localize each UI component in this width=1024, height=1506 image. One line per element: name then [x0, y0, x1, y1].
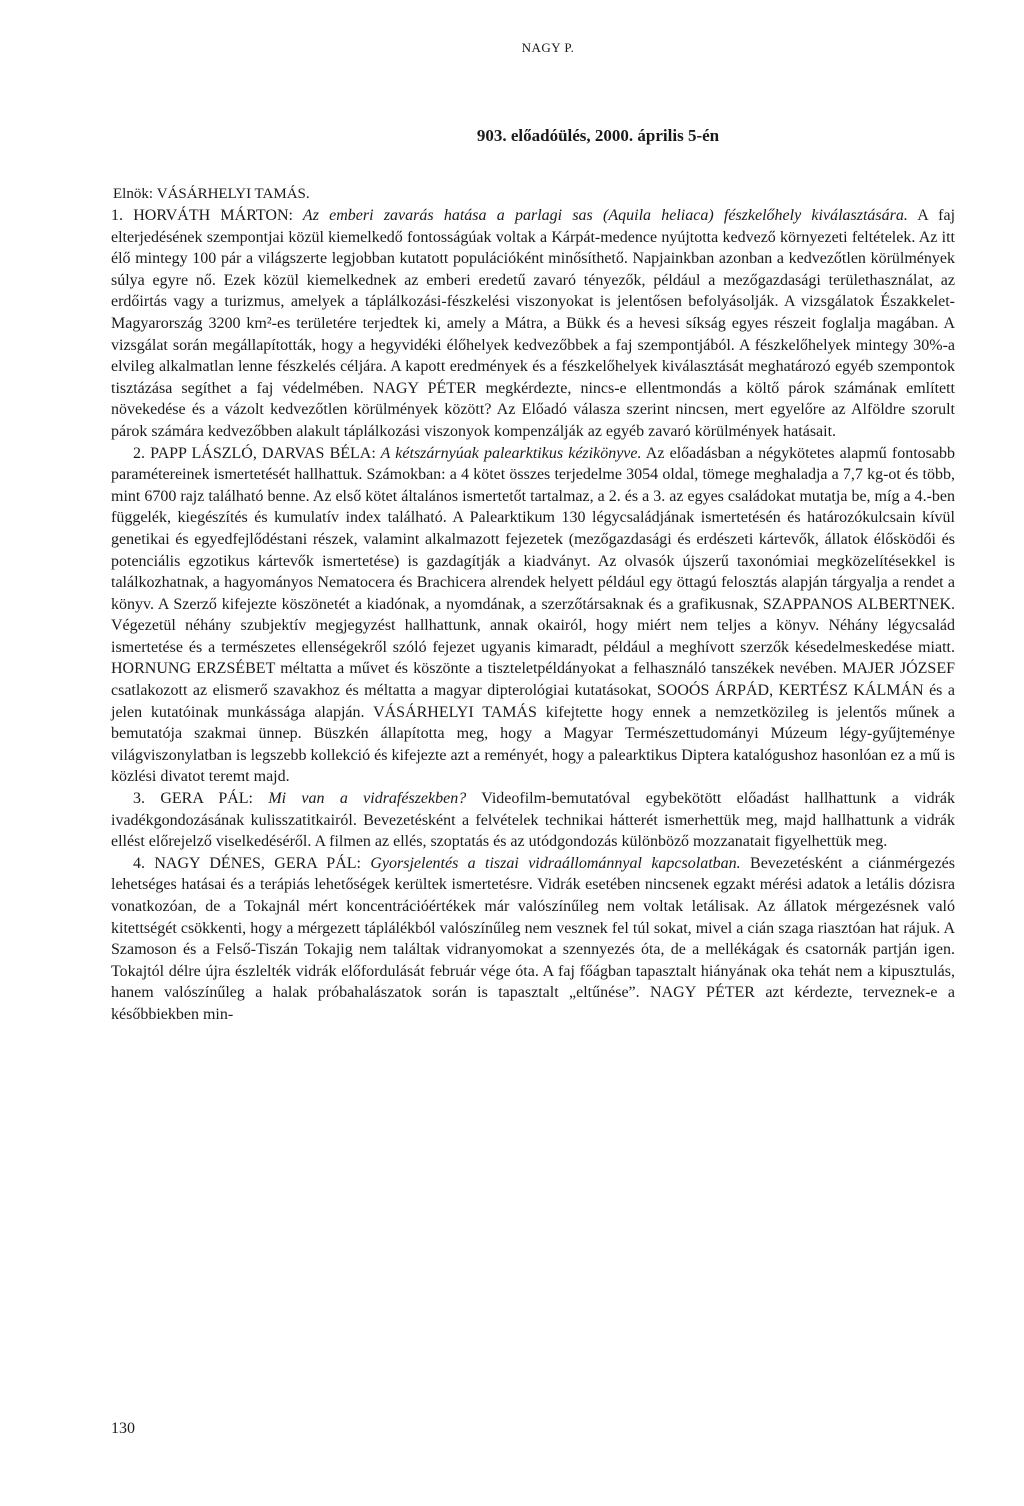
lecture-authors: GERA PÁL:: [160, 790, 253, 808]
chair-name: VÁSÁRHELYI TAMÁS.: [156, 186, 310, 202]
lecture-text: Az előadásban a négykötetes alapmű fontosabb paramétereinek ismertetését hallhattuk. Számokban: a 4 kötet összes terjedelme 3054 oldal, tömege meghaladja a 7,7 kg-ot és több, mint 6700 rajz található benne. Az első kötet általános ismertetőt tartalmaz, a 2. és a 3. az egyes családokat mutatja be, míg a 4.-ben függelék, kiegészítés és kumulatív index található. A Palearktikum 130 légycsaládjának ismertetésén és határozókulcsain kívül genetikai és egyedfejlődéstani részek, valamint alkalmazott fejezetek (mezőgazdasági és erdészeti kártevők, állatok élősködői és potenciális egzotikus kártevők ismertetése) is gazdagítják a kiadványt. Az olvasók újszerű taxonómiai megközelítésekkel is találkozhatnak, a hagyományos Nematocera és Brachicera alrendek helyett például egy öttagú felosztás alapján tárgyalja a rendet a könyv. A Szerző kifejezte köszönetét a kiadónak, a nyomdának, a szerzőtársaknak és a grafikusnak, SZAPPANOS ALBERTNEK. Végezetül néhány szubjektív megjegyzést hallhattunk, annak okairól, hogy miért nem teljes a könyv. Néhány légycsalád ismertetése és a természetes ellenségekről szóló fejezet ugyanis kimaradt, például a meghívott szerzők késedelmeskedése miatt. HORNUNG ERZSÉBET méltatta a művet és köszönte a tiszteletpéldányokat a felhasználó tanszékek nevében. MAJER JÓZSEF csatlakozott az elismerő szavakhoz és méltatta a magyar dipterológiai kutatásokat, SOOÓS ÁRPÁD, KERTÉSZ KÁLMÁN és a jelen kutatóinak munkássága alapján. VÁSÁRHELYI TAMÁS kifejtette hogy ennek a nemzetközileg is jelentős műnek a bemutatója szakmai ünnep. Büszkén állapította meg, hogy a Magyar Természettudományi Múzeum légy-gyűjteménye világviszonylatban is legszebb kollekció és kifejezte azt a reményét, hogy a palearktikus Diptera katalógushoz hasonlóan ez a mű is közlési divatot teremt majd.: [111, 444, 955, 786]
meeting-title: 903. előadóülés, 2000. április 5-én: [476, 126, 720, 145]
minutes-body: [111, 205, 955, 1026]
lecture-number: 4.: [133, 854, 155, 872]
lecture-authors: HORVÁTH MÁRTON:: [133, 207, 293, 224]
lecture-number: 3.: [133, 790, 161, 808]
lecture-number: 2.: [133, 444, 151, 462]
running-head: NAGY P.: [521, 40, 575, 55]
chair-line: [113, 184, 955, 204]
lecture-text: Videofilm-bemutatóval egybekötött előadást hallhattunk a vidrák ivadékgondozásának kulisszatitkairól. Bevezetésként a felvételek technikai hátterét ismerhettük meg, majd hallhattunk a vidrák ellést előrejelző viselkedéséről. A filmen az ellés, szoptatás és az utódgondozás különböző mozzanatait figyelhettük meg.: [111, 790, 956, 851]
lecture-paragraph-3: [111, 788, 955, 853]
document-page: [111, 40, 955, 1026]
lecture-authors: PAPP LÁSZLÓ, DARVAS BÉLA:: [150, 444, 376, 462]
lecture-number: 1.: [111, 207, 134, 224]
lecture-paragraph-4: [111, 853, 955, 1026]
lecture-title: Gyorsjelentés a tiszai vidraállománnyal kapcsolatban.: [360, 854, 741, 872]
lecture-text: A faj elterjedésének szempontjai közül kiemelkedő fontosságúak voltak a Kárpát-medence nyújtotta kedvező környezeti feltételek. Az itt élő mintegy 100 pár a világszerte legjobban kutatott populációként minősíthető. Napjainkban azonban a kedvezőtlen körülmények súlya egyre nő. Ezek közül kiemelkednek az emberi eredetű zavaró tényezők, például a mezőgazdasági területhasználat, az erdőirtás vagy a turizmus, amelyek a táplálkozási-fészkelési viszonyokat is jelentősen befolyásolják. A vizsgálatok Északkelet-Magyarország 3200 km²-es területére terjedtek ki, amely a Mátra, a Bükk és a hevesi síkság egyes részeit foglalja magában. A vizsgálat során megállapították, hogy a hegyvidéki élőhelyek kedvezőbbek a faj szempontjából. A fészkelőhelyek mintegy 30%-a elvileg alkalmatlan lenne fészkelés céljára. A kapott eredmények és a fészkelőhelyek kiválasztását meghatározó egyéb szempontok tisztázása segíthet a faj védelmében. NAGY PÉTER megkérdezte, nincs-e ellentmondás a költő párok számának említett növekedése és a vázolt kedvezőtlen körülmények között? Az Előadó válasza szerint nincsen, mert egyelőre az Alföldre szorult párok számára kedvezőbben alakult táplálkozási viszonyok kompenzálják az egyéb zavaró körülmények hatásait.: [111, 207, 956, 440]
lecture-title: Az emberi zavarás hatása a parlagi sas (Aquila heliaca) fészkelőhely kiválasztására.: [292, 207, 908, 224]
lecture-title: A kétszárnyúak palearktikus kézikönyve.: [375, 444, 642, 462]
lecture-title: Mi van a vidrafészekben?: [253, 790, 467, 808]
lecture-paragraph-1: [111, 205, 955, 443]
lecture-authors: NAGY DÉNES, GERA PÁL:: [154, 854, 361, 872]
chair-label: Elnök:: [113, 186, 157, 202]
lecture-paragraph-2: [111, 443, 955, 789]
lecture-text: Bevezetésként a ciánmérgezés lehetséges hatásai és a terápiás lehetőségek kerültek ismertetésre. Vidrák esetében nincsenek egzakt mérési adatok a letális dózisra vonatkozóan, de a Tokajnál mért koncentrációértékek már valószínűleg nem voltak letálisak. Az állatok mérgezésnek való kitettségét csökkenti, hogy a mérgezett táplálékból valószínűleg nem vesznek fel túl sokat, mivel a cián szaga riasztóan hat rájuk. A Szamoson és a Felső-Tiszán Tokajig nem találtak vidranyomokat a szennyezés óta, de a mellékágak és csatornák partján igen. Tokajtól délre újra észlelték vidrák előfordulását február vége óta. A faj főágban tapasztalt hiányának oka tehát nem a kipusztulás, hanem valószínűleg a halak próbahalászatok során is tapasztalt „eltűnése”. NAGY PÉTER azt kérdezte, terveznek-e a későbbiekben min-: [111, 854, 956, 1023]
page-number: 130: [111, 1420, 135, 1437]
